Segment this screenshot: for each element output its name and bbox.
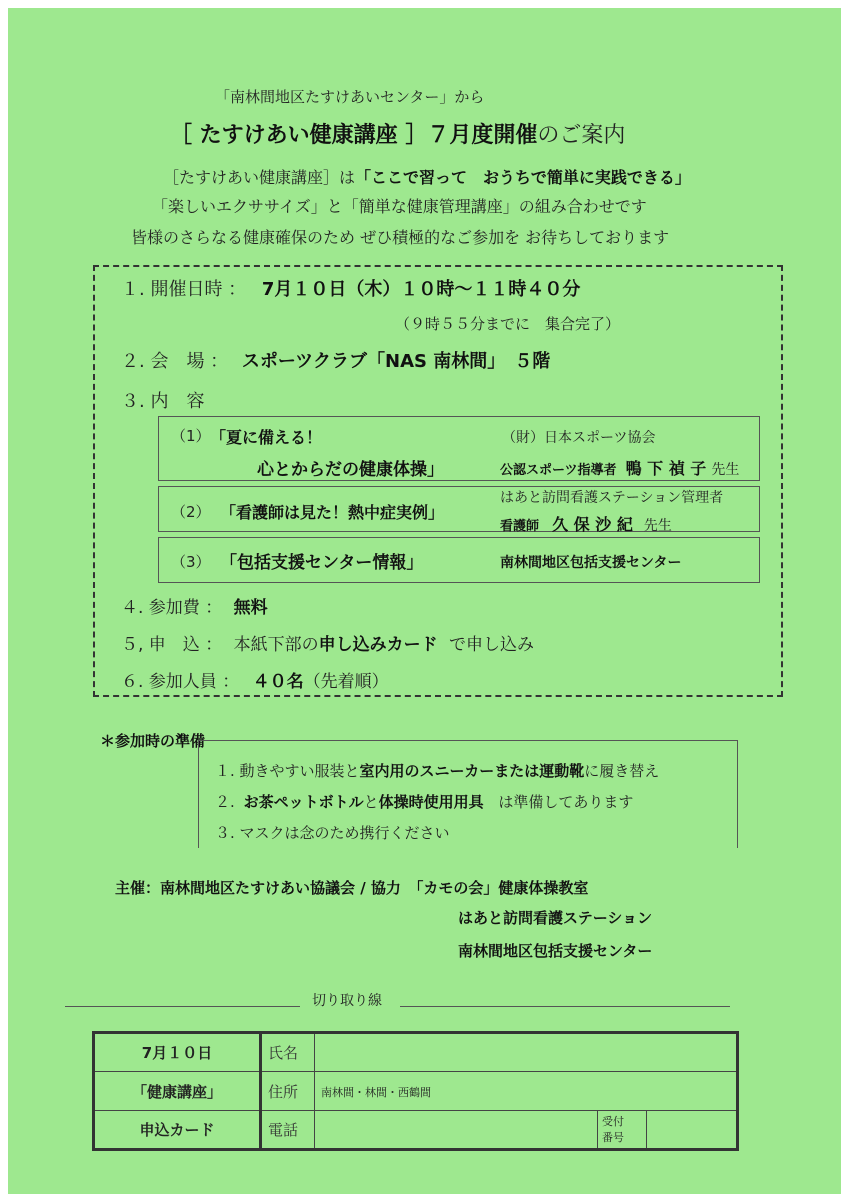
item2-org: はあと訪問看護ステーション管理者 [500,490,724,506]
phone-label: 電話 [261,1111,315,1150]
prep-item-3: ３. マスクは念のため携行ください [215,824,450,842]
item3-num: （3） [171,553,211,571]
address-hint: 南林間・林間・西鶴間 [321,1086,431,1099]
address-field[interactable] [315,1072,738,1111]
item2-title: 「看護師は見た！熱中症実例」 [220,503,445,522]
item1-title-2: 心とからだの健康体操」 [257,460,444,480]
name-field[interactable] [315,1033,738,1072]
name-label: 氏名 [261,1033,315,1072]
host-line: 主催：南林間地区たすけあい協議会 / 協力 「カモの会」健康体操教室 [115,879,589,897]
fee-row: ４. 参加費 ： 無料 [121,598,268,618]
prep-item-1: １. 動きやすい服装と室内用のスニーカーまたは運動靴に履き替え [215,762,660,780]
item2-num: （2） [171,503,211,521]
receipt-label: 受付 番号 [598,1111,647,1150]
intro-line-1: ［たすけあい健康講座］は「ここで習って おうちで簡単に実践できる」 [163,168,691,187]
phone-field[interactable] [315,1111,598,1150]
from-line: 「南林間地区たすけあいセンター」から [215,88,485,106]
item2-speaker: 看護師 久 保 沙 紀 先生 [500,515,672,534]
cut-line-label: 切り取り線 [312,993,382,1009]
coop-line-2: はあと訪問看護ステーション [458,909,653,927]
item1-title: 「夏に備える！ [210,428,323,447]
content-label: ３. 内 容 [121,391,205,412]
count-row: ６. 参加人員 ： ４０名（先着順） [121,672,389,692]
intro-line-2: 「楽しいエクササイズ」と「簡単な健康管理講座」の組み合わせです [152,197,647,216]
prep-heading: ＊参加時の準備 [100,732,206,750]
intro-line-3: 皆様のさらなる健康確保のため ぜひ積極的なご参加を お待ちしております [131,228,670,247]
card-date: 7月１０日 [94,1033,261,1072]
cut-line-right [400,1006,730,1007]
prep-item-2: ２. お茶ペットボトルと体操時使用用具 は準備してあります [215,793,634,811]
address-label: 住所 [261,1072,315,1111]
date-note: （９時５５分までに 集合完了） [395,315,621,333]
item1-org: （財）日本スポーツ協会 [502,430,656,446]
cut-line-left [65,1006,300,1007]
apply-row: ５, 申 込 ： 本紙下部の申し込みカード で申し込み [121,635,535,655]
venue-row: ２. 会 場 ： スポーツクラブ「NAS 南林間」 ５階 [121,351,551,372]
card-course: 「健康講座」 [94,1072,261,1111]
application-card [92,1031,739,1151]
date-row: １. 開催日時 ： 7月１０日（木）１０時～１１時４０分 [121,279,581,300]
item1-num: （1） [171,427,211,445]
item3-title: 「包括支援センター情報」 [220,553,424,573]
page-title: ［ たすけあい健康講座 ］７月度開催のご案内 [170,123,626,148]
card-title: 申込カード [94,1111,261,1150]
coop-line-3: 南林間地区包括支援センター [458,942,653,960]
receipt-number-field[interactable] [647,1111,738,1150]
item3-org: 南林間地区包括支援センター [500,555,682,571]
item1-speaker: 公認スポーツ指導者 鴨 下 禎 子 先生 [500,459,740,478]
